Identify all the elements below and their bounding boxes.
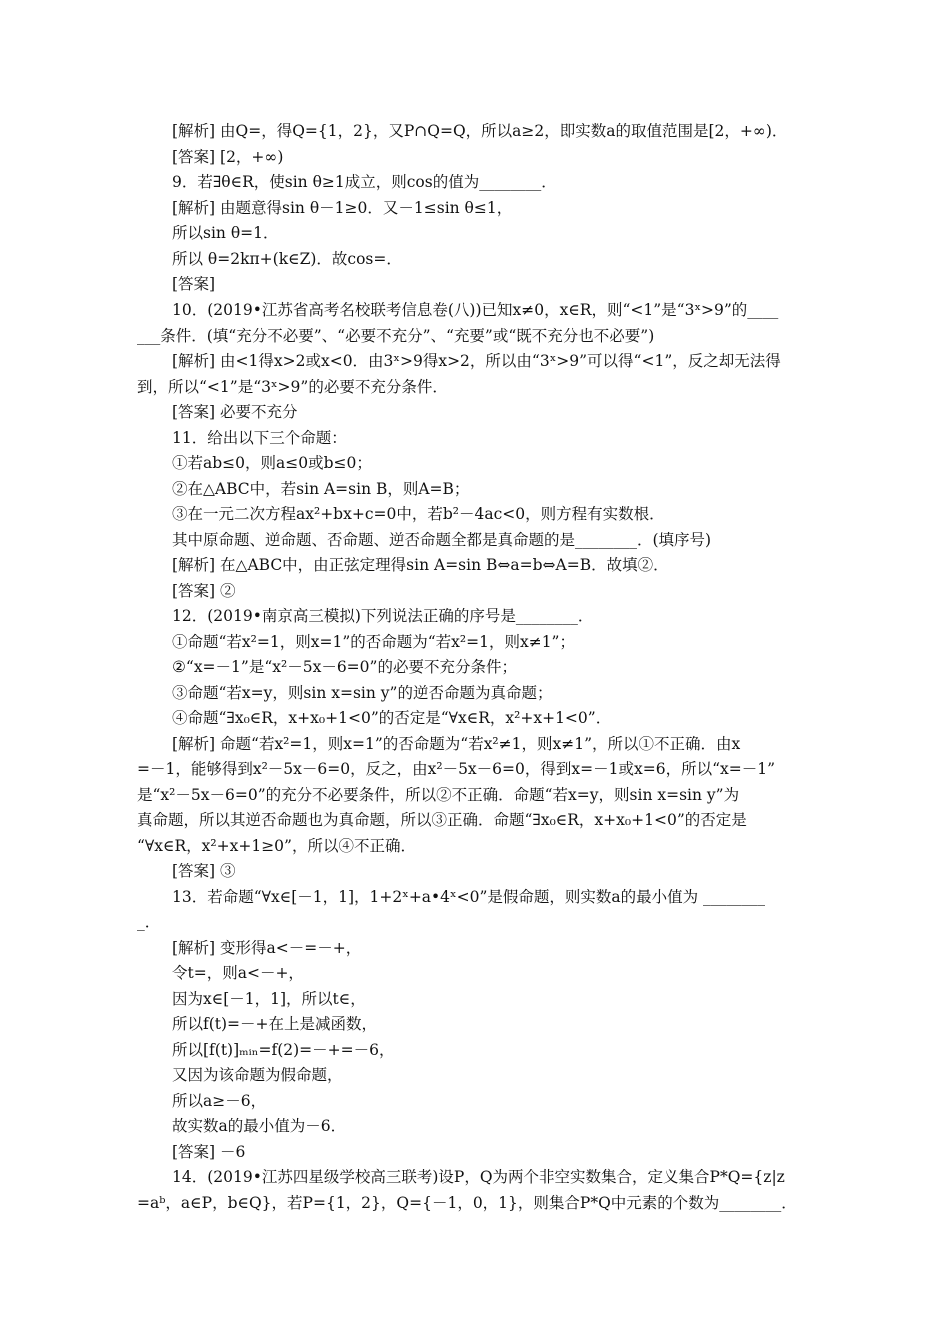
text-line: ②“x=－1”是“x²－5x－6=0”的必要不充分条件； (172, 658, 517, 676)
text-line: [解析] 在△ABC中，由正弦定理得sin A=sin B⇔a=b⇔A=B．故填②． (172, 556, 669, 574)
text-line: [答案] ② (172, 582, 236, 600)
text-line: ④命题“∃x₀∈R，x+x₀+1<0”的否定是“∀x∈R，x²+x+1<0”． (172, 709, 612, 727)
text-line: 14．(2019•江苏四星级学校高三联考)设P，Q为两个非空实数集合，定义集合P*Q={z|z (172, 1168, 785, 1186)
text-line: 所以sin θ=1． (172, 224, 279, 242)
text-line: =aᵇ，a∈P，b∈Q}，若P={1，2}，Q={－1，0，1}，则集合P*Q中元素的个数为________． (137, 1194, 797, 1212)
text-line: 到，所以“<1”是“3ˣ>9”的必要不充分条件． (137, 378, 448, 396)
text-line: [答案] －6 (172, 1143, 246, 1161)
text-line: [解析] 命题“若x²=1，则x=1”的否命题为“若x²≠1，则x≠1”，所以①不正确．由x (172, 735, 741, 753)
text-line: 令t=，则a<－+， (172, 964, 304, 982)
text-line: _． (137, 913, 161, 931)
text-line: 13．若命题“∀x∈[－1，1]，1+2ˣ+a•4ˣ<0”是假命题，则实数a的最小值为 ________ (172, 888, 766, 906)
text-line: [答案] (172, 275, 216, 293)
text-line: [解析] 变形得a<－=－+， (172, 939, 362, 957)
text-line: 其中原命题、逆命题、否命题、逆否命题全都是真命题的是________．(填序号) (172, 531, 712, 549)
text-line: [解析] 由<1得x>2或x<0．由3ˣ>9得x>2，所以由“3ˣ>9”可以得“<1”，反之却无法得 (172, 352, 781, 370)
text-line: 12．(2019•南京高三模拟)下列说法正确的序号是________． (172, 607, 594, 625)
text-line: ③命题“若x=y，则sin x=sin y”的逆否命题为真命题； (172, 684, 553, 702)
text-line: [答案] [2，+∞) (172, 148, 284, 166)
text-line: ③在一元二次方程ax²+bx+c=0中，若b²－4ac<0，则方程有实数根． (172, 505, 665, 523)
text-line: 所以f(t)=－+在上是减函数， (172, 1015, 378, 1033)
text-line: 10．(2019•江苏省高考名校联考信息卷(八))已知x≠0，x∈R，则“<1”是“3ˣ>9”的____ (172, 301, 779, 319)
text-line: 是“x²－5x－6=0”的充分不必要条件，所以②不正确．命题“若x=y，则sin x=sin y”为 (137, 786, 740, 804)
text-line: 所以a≥－6， (172, 1092, 267, 1110)
text-line: [答案] ③ (172, 862, 236, 880)
text-line: 因为x∈[－1，1]，所以t∈， (172, 990, 366, 1008)
text-line: 故实数a的最小值为－6． (172, 1117, 347, 1135)
text-line: ①命题“若x²=1，则x=1”的否命题为“若x²=1，则x≠1”； (172, 633, 575, 651)
text-line: ___条件．(填“充分不必要”、“必要不充分”、“充要”或“既不充分也不必要”) (137, 327, 655, 345)
text-line: [答案] 必要不充分 (172, 403, 298, 421)
text-line: [解析] 由题意得sin θ－1≥0．又－1≤sin θ≤1， (172, 199, 513, 217)
text-line: 所以 θ=2kπ+(k∈Z)．故cos=． (172, 250, 402, 268)
text-line: “∀x∈R，x²+x+1≥0”，所以④不正确． (137, 837, 416, 855)
text-line: ②在△ABC中，若sin A=sin B，则A=B； (172, 480, 470, 498)
text-line: 11．给出以下三个命题： (172, 429, 347, 447)
text-line: 又因为该命题为假命题， (172, 1066, 343, 1084)
text-line: =－1，能够得到x²－5x－6=0，反之，由x²－5x－6=0，得到x=－1或x=6，所以“x=－1” (137, 760, 776, 778)
text-line: [解析] 由Q=，得Q={1，2}，又P∩Q=Q，所以a≥2，即实数a的取值范围是[2，+∞)． (172, 122, 788, 140)
text-line: 所以[f(t)]ₘᵢₙ=f(2)=－+=－6， (172, 1041, 395, 1059)
text-line: 真命题，所以其逆否命题也为真命题，所以③正确．命题“∃x₀∈R，x+x₀+1<0”的否定是 (137, 811, 747, 829)
text-line: ①若ab≤0，则a≤0或b≤0； (172, 454, 372, 472)
text-line: 9．若∃θ∈R，使sin θ≥1成立，则cos的值为________． (172, 173, 557, 191)
